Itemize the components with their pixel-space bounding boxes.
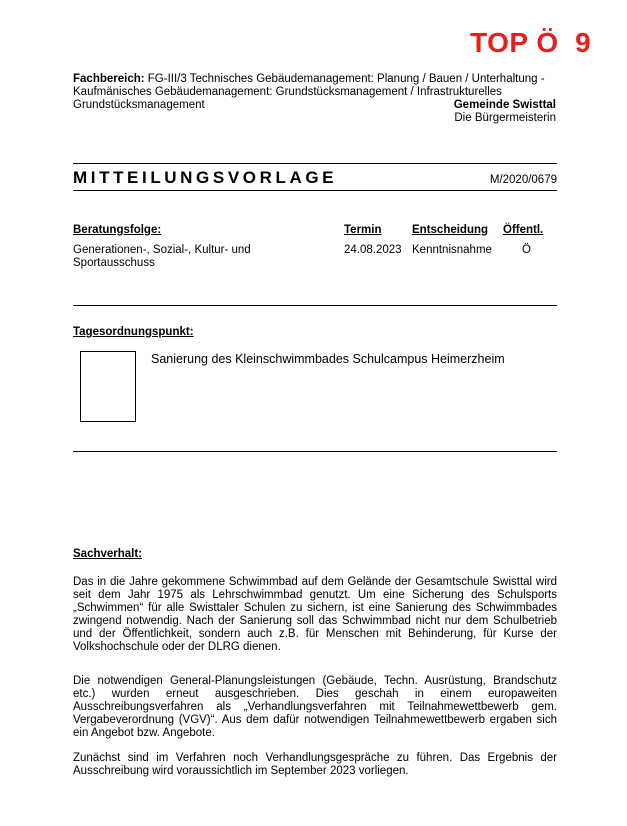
termin-cell: 24.08.2023 xyxy=(344,244,402,256)
fachbereich-label: Fachbereich: xyxy=(73,73,145,85)
buergermeisterin-label: Die Bürgermeisterin xyxy=(454,112,556,124)
document-number: M/2020/0679 xyxy=(489,174,557,186)
sachverhalt-paragraph-3: Zunächst sind im Verfahren noch Verhandlungsgespräche zu führen. Das Ergebnis der Ausschreibung wird voraussichtlich im September 2023 vorliegen. xyxy=(73,752,557,777)
sachverhalt-paragraph-1: Das in die Jahre gekommene Schwimmbad auf dem Gelände der Gesamtschule Swisttal wird seit dem Jahr 1975 als Lehrschwimmbad genutzt. Um eine Sicherung des Schulsports „Schwimmen“ für alle Swisttaler Schulen zu sichern, ist eine Sanierung des Schwimmbades zwingend notwendig. Nach der Sanierung soll das Schwimmbad nicht nur dem Schulbetrieb und der Öffentlichkeit, sondern auch z.B. für Menschen mit Behinderung, für Kurse der Volkshochschule oder der DLRG dienen. xyxy=(73,576,557,653)
gremium-cell: Generationen-, Sozial-, Kultur- und Sportausschuss xyxy=(73,244,251,269)
title-rule-bottom xyxy=(73,190,557,191)
gemeinde-name: Gemeinde Swisttal xyxy=(453,99,556,111)
oeffentl-header: Öffentl. xyxy=(503,224,544,236)
entscheidung-cell: Kenntnisnahme xyxy=(412,244,492,256)
beratungsfolge-header: Beratungsfolge: xyxy=(73,224,162,236)
gemeinde-block xyxy=(454,99,556,125)
checkbox-frame xyxy=(80,351,136,422)
top-number-mark: TOP Ö 9 xyxy=(470,27,592,58)
tagesordnung-rule xyxy=(73,451,557,452)
document-title: MITTEILUNGSVORLAGE xyxy=(73,168,338,187)
beratung-rule xyxy=(73,305,557,306)
sachverhalt-paragraph-2: Die notwendigen General-Planungsleistungen (Gebäude, Techn. Ausrüstung, Brandschutz etc.) wurden erneut ausgeschrieben. Dies geschah in einem europaweiten Ausschreibungsverfahren als „Verhandlungsverfahren mit Teilnahmewettbewerb gem. Vergabeverordnung (VGV)“. Aus dem dafür notwendigen Teilnahmewettbewerb ergaben sich ein Angebot bzw. Angebote. xyxy=(73,675,557,739)
tagesordnungspunkt-text: Sanierung des Kleinschwimmbades Schulcampus Heimerzheim xyxy=(151,352,505,366)
sachverhalt-header: Sachverhalt: xyxy=(73,548,143,560)
oeffentl-cell: Ö xyxy=(522,244,531,256)
entscheidung-header: Entscheidung xyxy=(412,224,489,236)
tagesordnungspunkt-header: Tagesordnungspunkt: xyxy=(73,326,194,338)
title-rule-top xyxy=(73,163,557,164)
termin-header: Termin xyxy=(344,224,382,236)
fachbereich-text: FG-III/3 Technisches Gebäudemanagement: Planung / Bauen / Unterhaltung - Kaufmänisches Gebäudemanagement: Grundstücksmanagement / Infrastrukturelles Grundstücksmanagement xyxy=(73,73,545,111)
